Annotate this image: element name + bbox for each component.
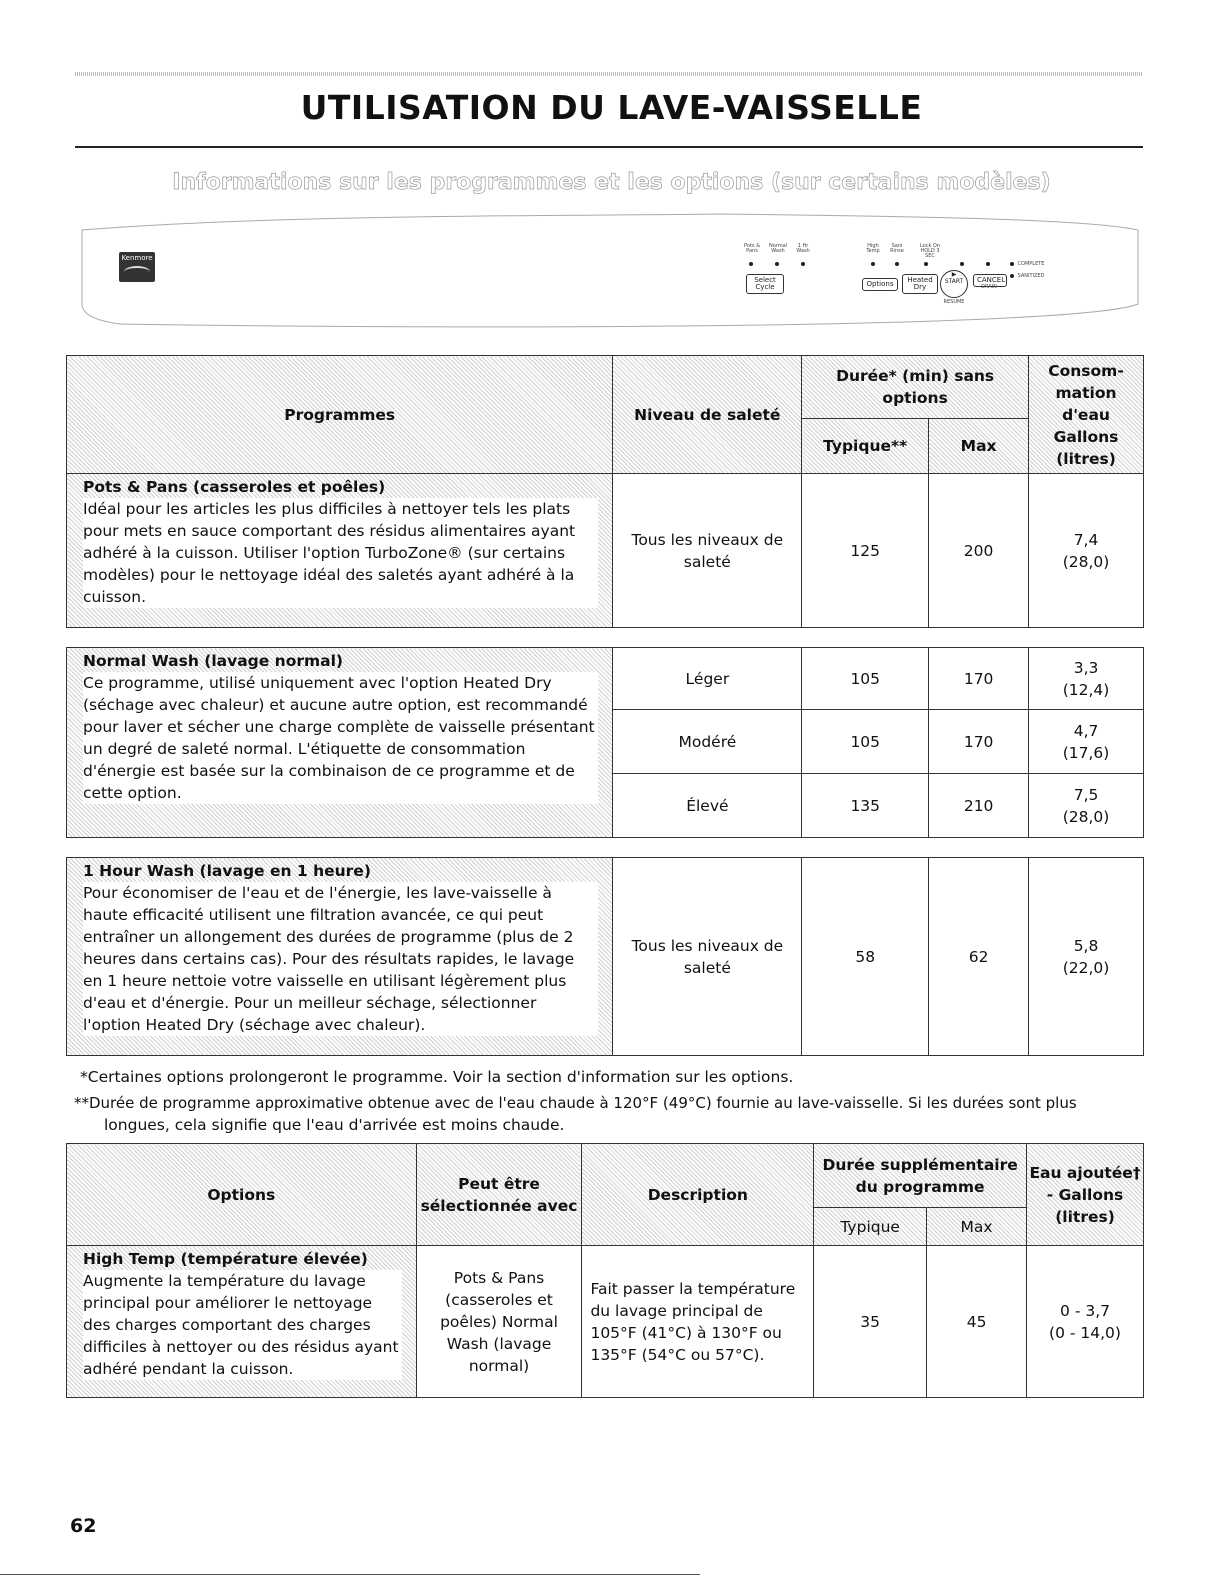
time-max: 200	[929, 474, 1029, 628]
footnote-2: **Durée de programme approximative obtenue avec de l'eau chaude à 120°F (49°C) fournie au lave-vaisselle. Si les durées sont plus	[74, 1094, 1077, 1112]
control-panel-illustration	[80, 212, 1140, 330]
programs-table	[66, 355, 1144, 628]
page-subtitle: Informations sur les programmes et les options (sur certains modèles)	[172, 170, 1051, 195]
water-litres: (0 - 14,0)	[1049, 1323, 1121, 1342]
soil-level: Léger	[613, 648, 802, 710]
cycle-led-1	[749, 262, 753, 266]
header-typique: Typique	[814, 1208, 927, 1246]
header-max: Max	[927, 1208, 1027, 1246]
option-effect: Fait passer la température du lavage principal de 105°F (41°C) à 130°F ou 135°F (54°C ou 57°C).	[582, 1246, 814, 1398]
cycle-led-3	[801, 262, 805, 266]
program-description: Pour économiser de l'eau et de l'énergie, les lave-vaisselle à haute efficacité utilisent une filtration avancée, ce qui peut entraîner un allongement des durées de programme (plus de 2 heures dans certains cas). Pour des résultats rapides, le lavage en 1 heure nettoie votre vaisselle en utilisant légèrement plus d'eau et d'énergie. Pour un meilleur séchage, sélectionner l'option Heated Dry (séchage avec chaleur).	[83, 882, 598, 1036]
program-description: Idéal pour les articles les plus difficiles à nettoyer tels les plats pour mets en sauce comportant des résidus alimentaires ayant adhéré à la cuisson. Utiliser l'option TurboZone® (sur certains modèles) pour le nettoyage idéal des saletés ayant adhéré à la cuisson.	[83, 498, 598, 608]
water-gallons: 5,8	[1073, 936, 1099, 955]
time-max: 170	[929, 648, 1029, 710]
option-led-1	[871, 262, 875, 266]
option-description: Augmente la température du lavage principal pour améliorer le nettoyage des charges comportant des charges difficiles à nettoyer ou des résidus ayant adhéré pendant la cuisson.	[83, 1270, 402, 1380]
water-use	[1029, 710, 1144, 774]
time-max: 210	[929, 774, 1029, 838]
time-typical: 58	[802, 858, 929, 1056]
extra-time-typical: 35	[814, 1246, 927, 1398]
header-duree-supp: Durée supplémentaire du programme	[814, 1144, 1027, 1208]
page-title: UTILISATION DU LAVE-VAISSELLE	[300, 88, 923, 127]
status-led-b	[986, 262, 990, 266]
water-litres: (12,4)	[1062, 680, 1110, 699]
water-use	[1029, 648, 1144, 710]
control-panel-outline	[80, 212, 1140, 330]
complete-led	[1010, 262, 1014, 266]
header-duree: Durée* (min) sans options	[802, 356, 1029, 419]
cycle-led-2	[775, 262, 779, 266]
header-niveau: Niveau de saleté	[613, 356, 802, 474]
water-gallons: 7,5	[1073, 785, 1099, 804]
time-typical: 135	[802, 774, 929, 838]
cancel-label: CANCEL	[977, 276, 1006, 284]
options-table	[66, 1143, 1144, 1398]
water-litres: (17,6)	[1062, 743, 1110, 762]
program-title: Normal Wash (lavage normal)	[83, 652, 344, 670]
header-description: Description	[582, 1144, 814, 1246]
heated-dry-button[interactable]: Heated Dry	[902, 274, 938, 294]
water-litres: (28,0)	[1062, 552, 1110, 571]
extra-time-max: 45	[927, 1246, 1027, 1398]
programs-table-1hour	[66, 857, 1144, 1056]
cancel-sublabel: DRAIN	[981, 284, 997, 290]
soil-level: Élevé	[613, 774, 802, 838]
logo-text: Kenmore	[121, 254, 153, 262]
selectable-with: Pots & Pans (casseroles et poêles) Normal Wash (lavage normal)	[416, 1246, 582, 1398]
program-description: Ce programme, utilisé uniquement avec l'option Heated Dry (séchage avec chaleur) et aucune autre option, est recommandé pour laver et sécher une charge complète de vaisselle présentant un degré de saleté normal. L'étiquette de consommation d'énergie est basée sur la combinaison de ce programme et de cette option.	[83, 672, 598, 804]
header-options: Options	[67, 1144, 417, 1246]
start-button[interactable]	[940, 270, 968, 298]
water-use	[1029, 858, 1144, 1056]
soil-level: Tous les niveaux de saleté	[613, 474, 802, 628]
table-row	[67, 648, 1144, 710]
header-typique: Typique**	[802, 419, 929, 474]
footnote-1: *Certaines options prolongeront le programme. Voir la section d'information sur les options.	[80, 1068, 794, 1086]
water-use	[1029, 774, 1144, 838]
time-typical: 105	[802, 648, 929, 710]
soil-level: Tous les niveaux de saleté	[613, 858, 802, 1056]
cycle-label-pots: Pots & Pans	[744, 243, 760, 254]
start-label: START	[944, 278, 964, 285]
option-label-hightemp: High Temp	[866, 243, 880, 254]
water-added	[1027, 1246, 1144, 1398]
title-rule	[75, 146, 1143, 148]
option-led-2	[895, 262, 899, 266]
footnote-2-cont: longues, cela signifie que l'eau d'arrivée est moins chaude.	[104, 1116, 565, 1134]
soil-level: Modéré	[613, 710, 802, 774]
header-conso: Consom- mation d'eau Gallons (litres)	[1029, 356, 1144, 474]
bottom-rule	[0, 1574, 700, 1575]
sanitized-label: SANITIZED	[1017, 273, 1045, 279]
status-led-a	[960, 262, 964, 266]
water-gallons: 3,3	[1073, 658, 1099, 677]
program-normal-wash	[67, 648, 613, 838]
program-title: 1 Hour Wash (lavage en 1 heure)	[83, 862, 371, 880]
header-max: Max	[929, 419, 1029, 474]
select-cycle-button[interactable]: Select Cycle	[746, 274, 784, 294]
page-number: 62	[70, 1515, 97, 1537]
time-max: 170	[929, 710, 1029, 774]
water-gallons: 7,4	[1073, 530, 1099, 549]
table-row	[67, 858, 1144, 1056]
option-title: High Temp (température élevée)	[83, 1250, 368, 1268]
option-high-temp	[67, 1246, 417, 1398]
header-peut: Peut être sélectionnée avec	[416, 1144, 582, 1246]
table-row	[67, 1246, 1144, 1398]
kenmore-logo	[119, 252, 155, 282]
water-litres: (28,0)	[1062, 807, 1110, 826]
program-title: Pots & Pans (casseroles et poêles)	[83, 478, 386, 496]
program-pots-pans	[67, 474, 613, 628]
cycle-label-normal: Normal Wash	[768, 243, 788, 254]
options-button[interactable]: Options	[862, 278, 898, 291]
lock-led	[924, 262, 928, 266]
water-litres: (22,0)	[1062, 958, 1110, 977]
option-label-lock: Lock On HOLD 3 SEC	[919, 243, 941, 259]
water-gallons: 4,7	[1073, 721, 1099, 740]
program-1-hour-wash	[67, 858, 613, 1056]
top-hatch-border	[75, 72, 1143, 76]
resume-label: RESUME	[943, 299, 965, 305]
header-programmes: Programmes	[67, 356, 613, 474]
time-max: 62	[929, 858, 1029, 1056]
cycle-label-1hr: 1 Hr Wash	[796, 243, 810, 254]
programs-table-normal	[66, 647, 1144, 838]
option-label-sanirinse: Sani Rinse	[890, 243, 904, 254]
time-typical: 125	[802, 474, 929, 628]
water-use	[1029, 474, 1144, 628]
complete-label: COMPLETE	[1017, 261, 1045, 267]
time-typical: 105	[802, 710, 929, 774]
water-gallons: 0 - 3,7	[1060, 1301, 1110, 1320]
play-icon: ▶	[951, 271, 957, 278]
header-eau: Eau ajoutée† - Gallons (litres)	[1027, 1144, 1144, 1246]
sanitized-led	[1010, 274, 1014, 278]
table-row	[67, 474, 1144, 628]
